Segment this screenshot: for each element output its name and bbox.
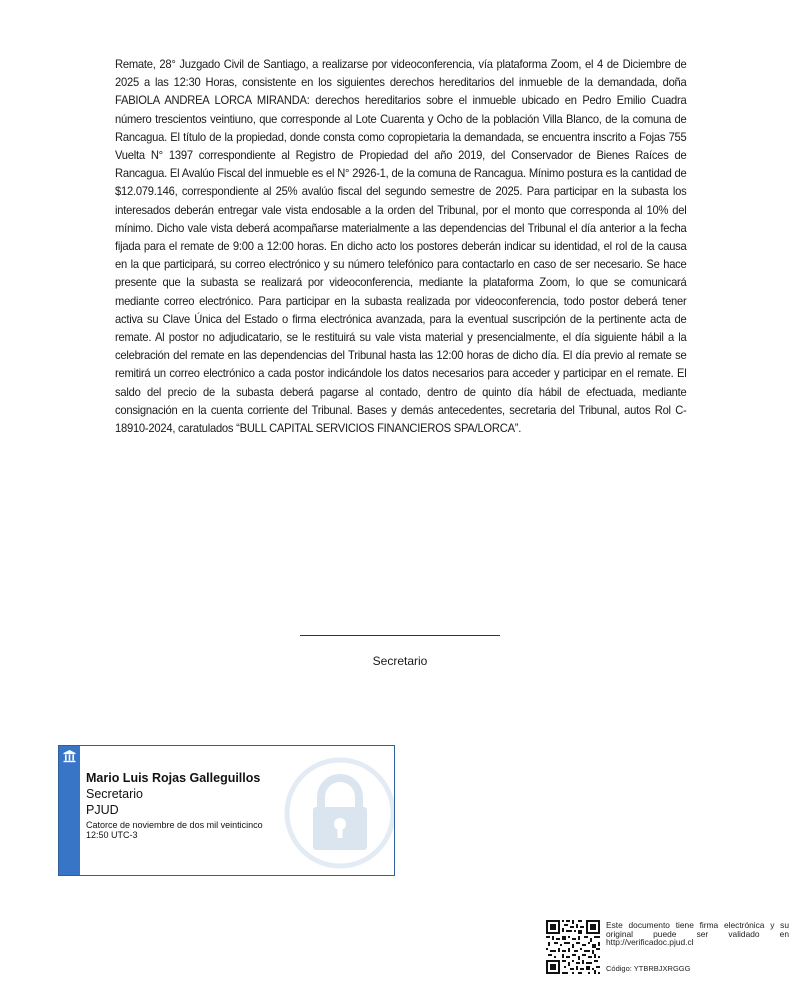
signature-date: Catorce de noviembre de dos mil veinticinco [86,820,263,830]
verification-code: Código: YTBRBJXRGGG [606,964,691,973]
signature-side-bar [59,746,80,875]
courthouse-icon [62,749,77,764]
verification-message: Este documento tiene firma electrónica y su original puede ser validado en http://verificadoc.pjud.cl [606,920,789,948]
electronic-signature-box [58,745,395,876]
verification-footer [546,920,791,976]
signature-time: 12:50 UTC-3 [86,829,138,840]
signer-name: Mario Luis Rojas Galleguillos [86,771,261,785]
signer-role: Secretario [86,787,143,801]
auction-notice-paragraph: Remate, 28° Juzgado Civil de Santiago, a realizarse por videoconferencia, vía plataforma Zoom, el 4 de Diciembre de 2025 a las 12:30 Horas, consistente en los siguientes derechos hereditarios del inmueble de la demandada, doña FABIOLA ANDREA LORCA MIRANDA: derechos hereditarios sobre el inmueble ubicado en Pedro Emilio Cuadra número trescientos veintiuno, que corresponde al Lote Cuarenta y Ocho de la población Villa Blanco, de la comuna de Rancagua. El título de la propiedad, donde consta como copropietaria la demandada, se encuentra inscrito a Fojas 755 Vuelta N° 1397 correspondiente al Registro de Propiedad del año 2019, del Conservador de Bienes Raíces de Rancagua. El Avalúo Fiscal del inmueble es el N° 2926-1, de la comuna de Rancagua. Mínimo postura es la cantidad de $12.079.146, correspondiente al 25% avalúo fiscal del segundo semestre de 2025. Para participar en la subasta los interesados deberán entregar vale vista endosable a la orden del Tribunal, por el monto que corresponda al 10% del mínimo. Dicho vale vista deberá acompañarse materialmente a las dependencias del Tribunal el día anterior a la fecha fijada para el remate de 9:00 a 12:00 horas. En dicho acto los postores deberán indicar su identidad, el rol de la causa en la que participará, su correo electrónico y su número telefónico para contactarlo en caso de ser necesario. Se hace presente que la subasta se realizará por videoconferencia, mediante la plataforma Zoom, lo que se comunicará mediante correo electrónico. Para participar en la subasta realizada por videoconferencia, todo postor deberá tener activa su Clave Única del Estado o firma electrónica avanzada, para la eventual suscripción de la pertinente acta de remate. Al postor no adjudicatario, se le restituirá su vale vista material y presencialmente, el día siguiente hábil a la celebración del remate en las dependencias del Tribunal hasta las 12:00 horas de dicho día. El día previo al remate se remitirá un correo electrónico a cada postor indicándole los datos necesarios para acceder y participar en el remate. El saldo del precio de la subasta deberá pagarse al contado, dentro de quinto día hábil de efectuada, mediante consignación en la cuenta corriente del Tribunal. Bases y demás antecedentes, secretaria del Tribunal, autos Rol C-18910-2024, caratulados “BULL CAPITAL SERVICIOS FINANCIEROS SPA/LORCA”. [115,57,687,436]
signer-organization: PJUD [86,803,119,817]
qr-code-icon [546,920,600,974]
signature-details [86,770,386,840]
signature-line [300,635,500,636]
signature-line-label: Secretario [372,654,428,668]
